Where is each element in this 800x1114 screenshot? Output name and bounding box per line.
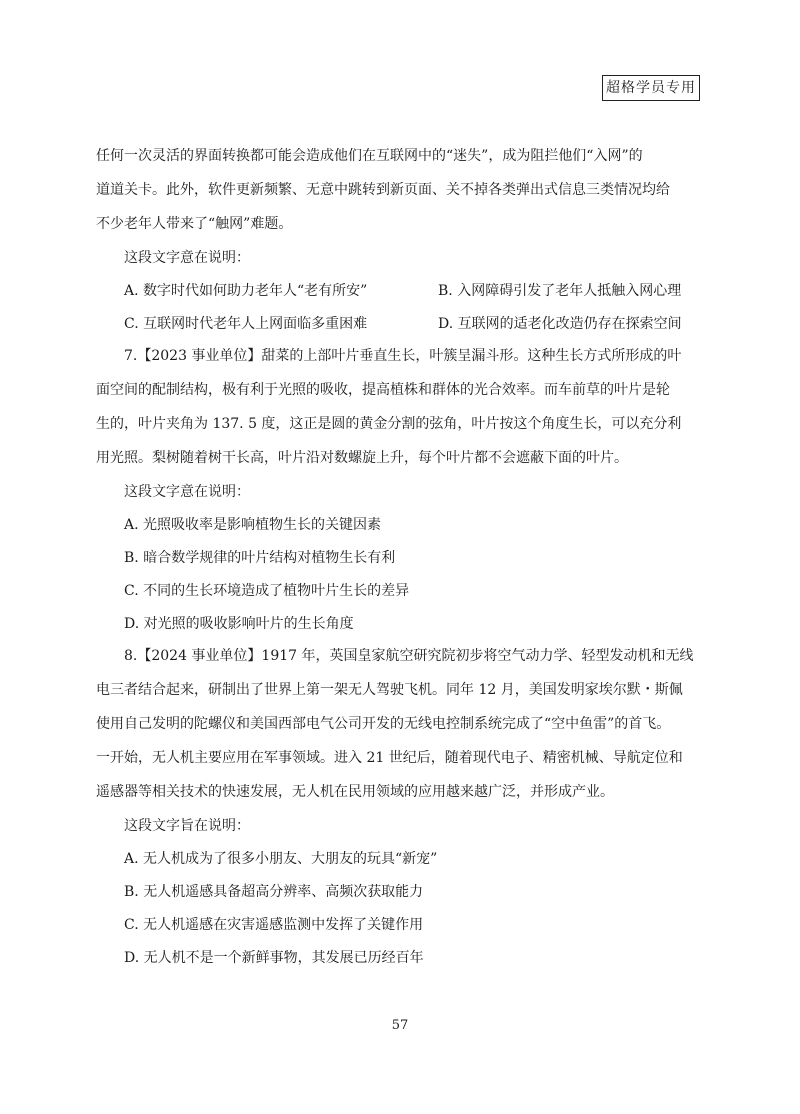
student-only-badge: 超格学员专用 [602,75,700,101]
q7-passage-line-3: 生的，叶片夹角为 137. 5 度，这正是圆的黄金分割的弦角，叶片按这个角度生长，可以充分利 [96,416,682,432]
q7-option-d[interactable]: D. 对光照的吸收影响叶片的生长角度 [124,616,354,632]
q8-option-b[interactable]: B. 无人机遥感具备超高分辨率、高频次获取能力 [124,884,424,900]
q8-option-a[interactable]: A. 无人机成为了很多小朋友、大朋友的玩具“新宠” [124,851,438,867]
q6-passage-line-3: 不少老年人带来了“触网”难题。 [96,216,293,232]
page-number: 57 [391,1018,409,1033]
q7-option-a[interactable]: A. 光照吸收率是影响植物生长的关键因素 [124,517,382,533]
q8-passage-line-4: 一开始，无人机主要应用在军事领域。进入 21 世纪后，随着现代电子、精密机械、导航定位和 [96,750,683,766]
q7-option-c[interactable]: C. 不同的生长环境造成了植物叶片生长的差异 [124,583,410,599]
q7-passage-line-4: 用光照。梨树随着树干长高，叶片沿对数螺旋上升，每个叶片都不会遮蔽下面的叶片。 [96,450,628,466]
q8-passage-line-2: 电三者结合起来，研制出了世界上第一架无人驾驶飞机。同年 12 月，美国发明家埃尔默・斯佩 [96,682,683,698]
q7-option-b[interactable]: B. 暗合数学规律的叶片结构对植物生长有利 [124,550,396,566]
q8-option-d[interactable]: D. 无人机不是一个新鲜事物，其发展已历经百年 [124,950,424,966]
q6-option-c[interactable]: C. 互联网时代老年人上网面临多重困难 [124,316,368,332]
q6-prompt: 这段文字意在说明： [124,250,250,266]
q8-option-c[interactable]: C. 无人机遥感在灾害遥感监测中发挥了关键作用 [124,917,424,933]
q8-passage-line-1: 8.【2024 事业单位】1917 年，英国皇家航空研究院初步将空气动力学、轻型发动机和无线 [124,648,694,664]
q6-passage-line-1: 任何一次灵活的界面转换都可能会造成他们在互联网中的“迷失”，成为阻拦他们“入网”的 [96,148,643,164]
q8-prompt: 这段文字旨在说明： [124,818,250,834]
q7-passage-line-1: 7.【2023 事业单位】甜菜的上部叶片垂直生长，叶簇呈漏斗形。这种生长方式所形成的叶 [124,348,682,364]
q8-passage-line-3: 使用自己发明的陀螺仪和美国西部电气公司开发的无线电控制系统完成了“空中鱼雷”的首飞。 [96,716,671,732]
q6-option-d[interactable]: D. 互联网的适老化改造仍存在探索空间 [438,316,682,332]
q7-prompt: 这段文字意在说明： [124,484,250,500]
q8-passage-line-5: 遥感器等相关技术的快速发展，无人机在民用领域的应用越来越广泛，并形成产业。 [96,784,614,800]
q6-passage-line-2: 道道关卡。此外，软件更新频繁、无意中跳转到新页面、关不掉各类弹出式信息三类情况均给 [96,182,670,198]
q6-option-b[interactable]: B. 入网障碍引发了老年人抵触入网心理 [438,283,682,299]
q7-passage-line-2: 面空间的配制结构，极有利于光照的吸收，提高植株和群体的光合效率。而车前草的叶片是轮 [96,382,670,398]
q6-option-a[interactable]: A. 数字时代如何助力老年人“老有所安” [124,283,368,299]
